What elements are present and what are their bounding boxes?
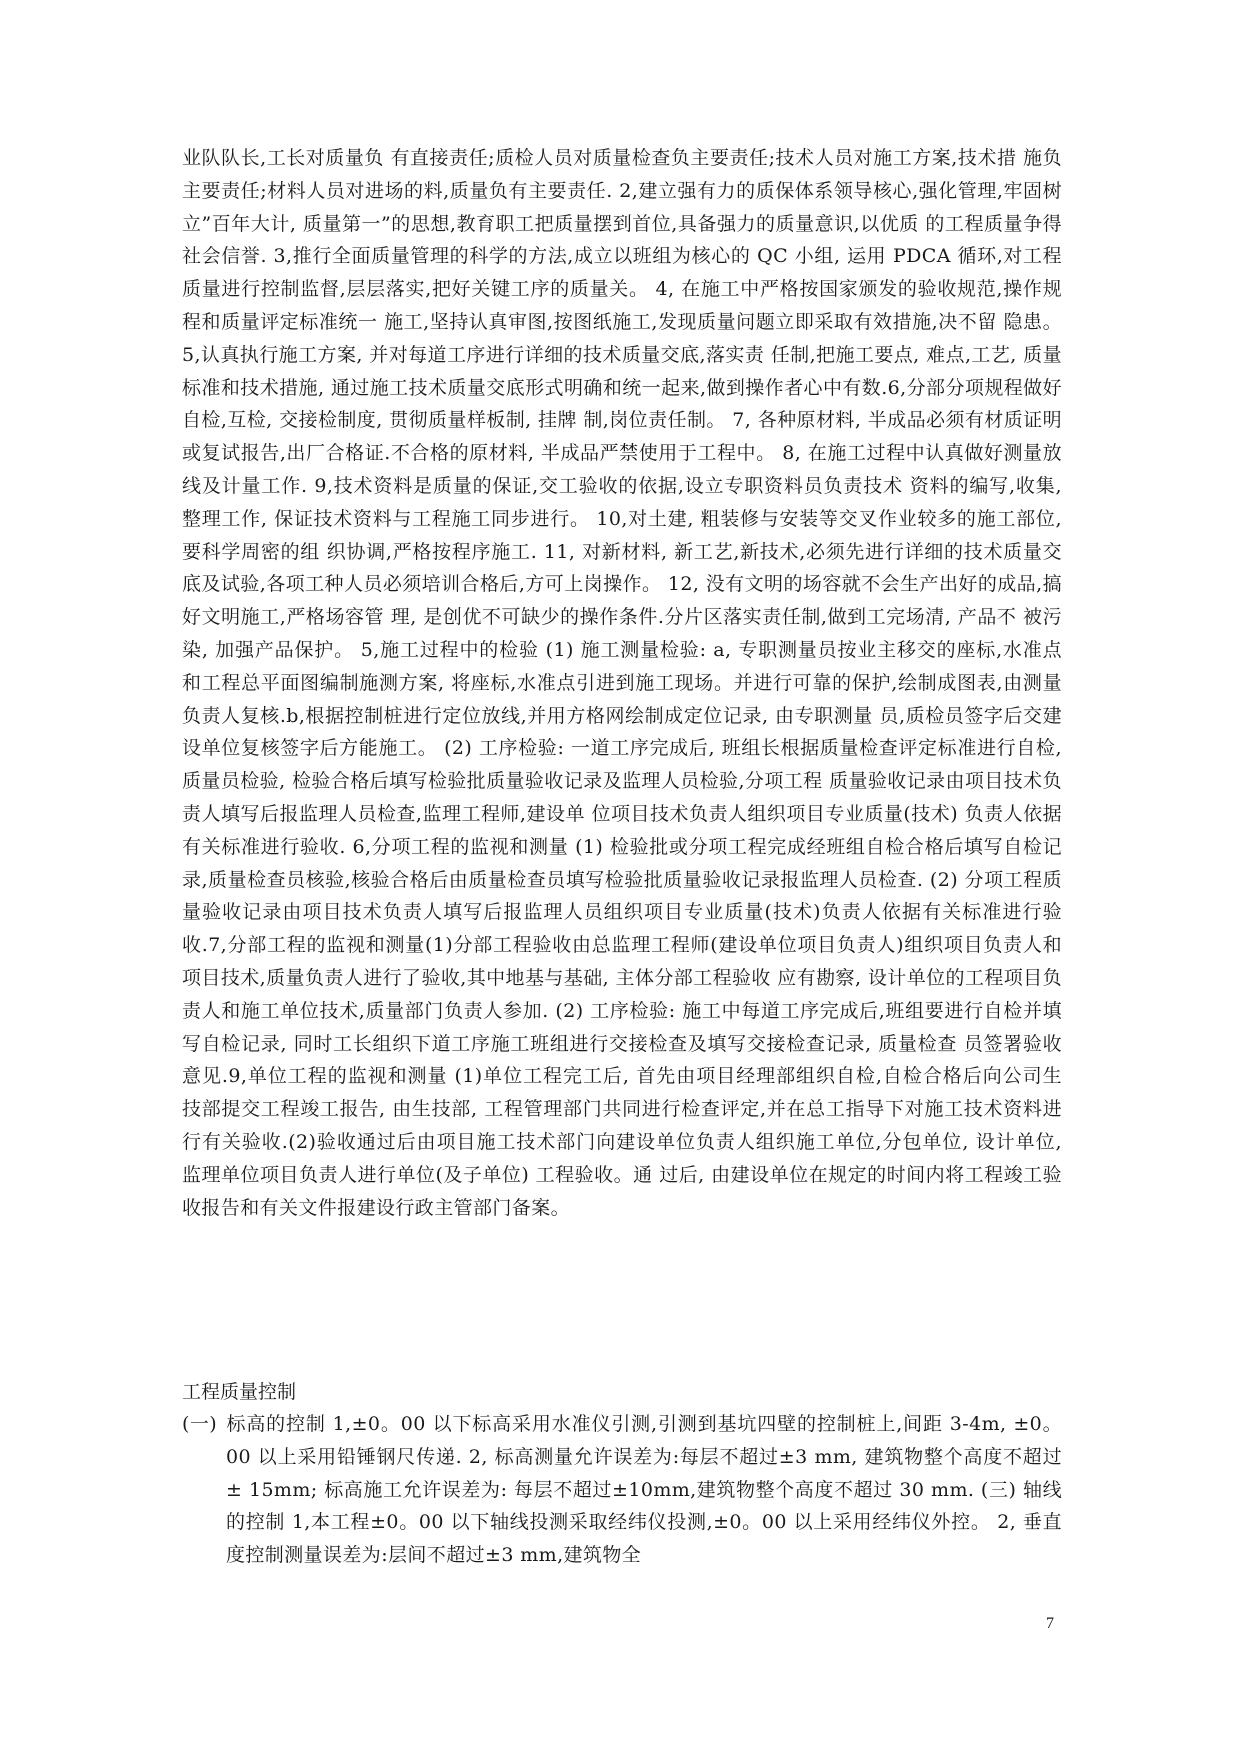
list-item [182,1408,1062,1572]
section-heading: 工程质量控制 [182,1381,297,1403]
page-number: 7 [1046,1615,1054,1632]
body-paragraph: 业队队长,工长对质量负 有直接责任;质检人员对质量检查负主要责任;技术人员对施工方案,技术措 施负主要责任;材料人员对进场的料,质量负有主要责任. 2,建立强有力的质保体系领导核心,强化管理,牢固树立”百年大计, 质量第一”的思想,教育职工把质量摆到首位,具备强力的质量意识,以优质 的工程质量争得社会信誉. 3,推行全面质量管理的科学的方法,成立以班组为核心的 QC 小组, 运用 PDCA 循环,对工程质量进行控制监督,层层落实,把好关键工序的质量关。 4, 在施工中严格按国家颁发的验收规范,操作规程和质量评定标准统一 施工,坚持认真审图,按图纸施工,发现质量问题立即采取有效措施,决不留 隐患。 5,认真执行施工方案, 并对每道工序进行详细的技术质量交底,落实责 任制,把施工要点, 难点,工艺, 质量标准和技术措施, 通过施工技术质量交底形式明确和统一起来,做到操作者心中有数.6,分部分项规程做好自检,互检, 交接检制度, 贯彻质量样板制, 挂牌 制,岗位责任制。 7, 各种原材料, 半成品必须有材质证明或复试报告,出厂合格证.不合格的原材料, 半成品严禁使用于工程中。 8, 在施工过程中认真做好测量放线及计量工作. 9,技术资料是质量的保证,交工验收的依据,设立专职资料员负责技术 资料的编写,收集, 整理工作, 保证技术资料与工程施工同步进行。 10,对土建, 粗装修与安装等交叉作业较多的施工部位,要科学周密的组 织协调,严格按程序施工. 11, 对新材料, 新工艺,新技术,必须先进行详细的技术质量交底及试验,各项工种人员必须培训合格后,方可上岗操作。 12, 没有文明的场容就不会生产出好的成品,搞好文明施工,严格场容管 理, 是创优不可缺少的操作条件.分片区落实责任制,做到工完场清, 产品不 被污染, 加强产品保护。 5,施工过程中的检验 (1) 施工测量检验: a, 专职测量员按业主移交的座标,水准点和工程总平面图编制施测方案, 将座标,水准点引进到施工现场。并进行可靠的保护,绘制成图表,由测量负责人复核.b,根据控制桩进行定位放线,并用方格网绘制成定位记录, 由专职测量 员,质检员签字后交建设单位复核签字后方能施工。 (2) 工序检验: 一道工序完成后, 班组长根据质量检查评定标准进行自检, 质量员检验, 检验合格后填写检验批质量验收记录及监理人员检验,分项工程 质量验收记录由项目技术负责人填写后报监理人员检查,监理工程师,建设单 位项目技术负责人组织项目专业质量(技术) 负责人依据有关标准进行验收. 6,分项工程的监视和测量 (1) 检验批或分项工程完成经班组自检合格后填写自检记录,质量检查员核验,核验合格后由质量检查员填写检验批质量验收记录报监理人员检查. (2) 分项工程质量验收记录由项目技术负责人填写后报监理人员组织项目专业质量(技术)负责人依据有关标准进行验收.7,分部工程的监视和测量(1)分部工程验收由总监理工程师(建设单位项目负责人)组织项目负责人和项目技术,质量负责人进行了验收,其中地基与基础, 主体分部工程验收 应有勘察, 设计单位的工程项目负责人和施工单位技术,质量部门负责人参加. (2) 工序检验: 施工中每道工序完成后,班组要进行自检并填写自检记录, 同时工长组织下道工序施工班组进行交接检查及填写交接检查记录, 质量检查 员签署验收意见.9,单位工程的监视和测量 (1)单位工程完工后, 首先由项目经理部组织自检,自检合格后向公司生 技部提交工程竣工报告, 由生技部, 工程管理部门共同进行检查评定,并在总工指导下对施工技术资料进行有关验收.(2)验收通过后由项目施工技术部门向建设单位负责人组织施工单位,分包单位, 设计单位, 监理单位项目负责人进行单位(及子单位) 工程验收。通 过后, 由建设单位在规定的时间内将工程竣工验收报告和有关文件报建设行政主管部门备案。 [182,147,1062,1219]
list-item-text: 标高的控制 1,±0。00 以下标高采用水准仪引测,引测到基坑四壁的控制桩上,间距 3-4m, ±0。00 以上采用铅锤钢尺传递. 2, 标高测量允许误差为:每层不超过±3 mm, 建筑物整个高度不超过± 15mm; 标高施工允许误差为: 每层不超过±10mm,建筑物整个高度不超过 30 mm. (三) 轴线的控制 1,本工程±0。00 以下轴线投测采取经纬仪投测,±0。00 以上采用经纬仪外控。 2, 垂直度控制测量误差为:层间不超过±3 mm,建筑物全 [226,1413,1062,1567]
list-marker: (一) [182,1413,218,1435]
